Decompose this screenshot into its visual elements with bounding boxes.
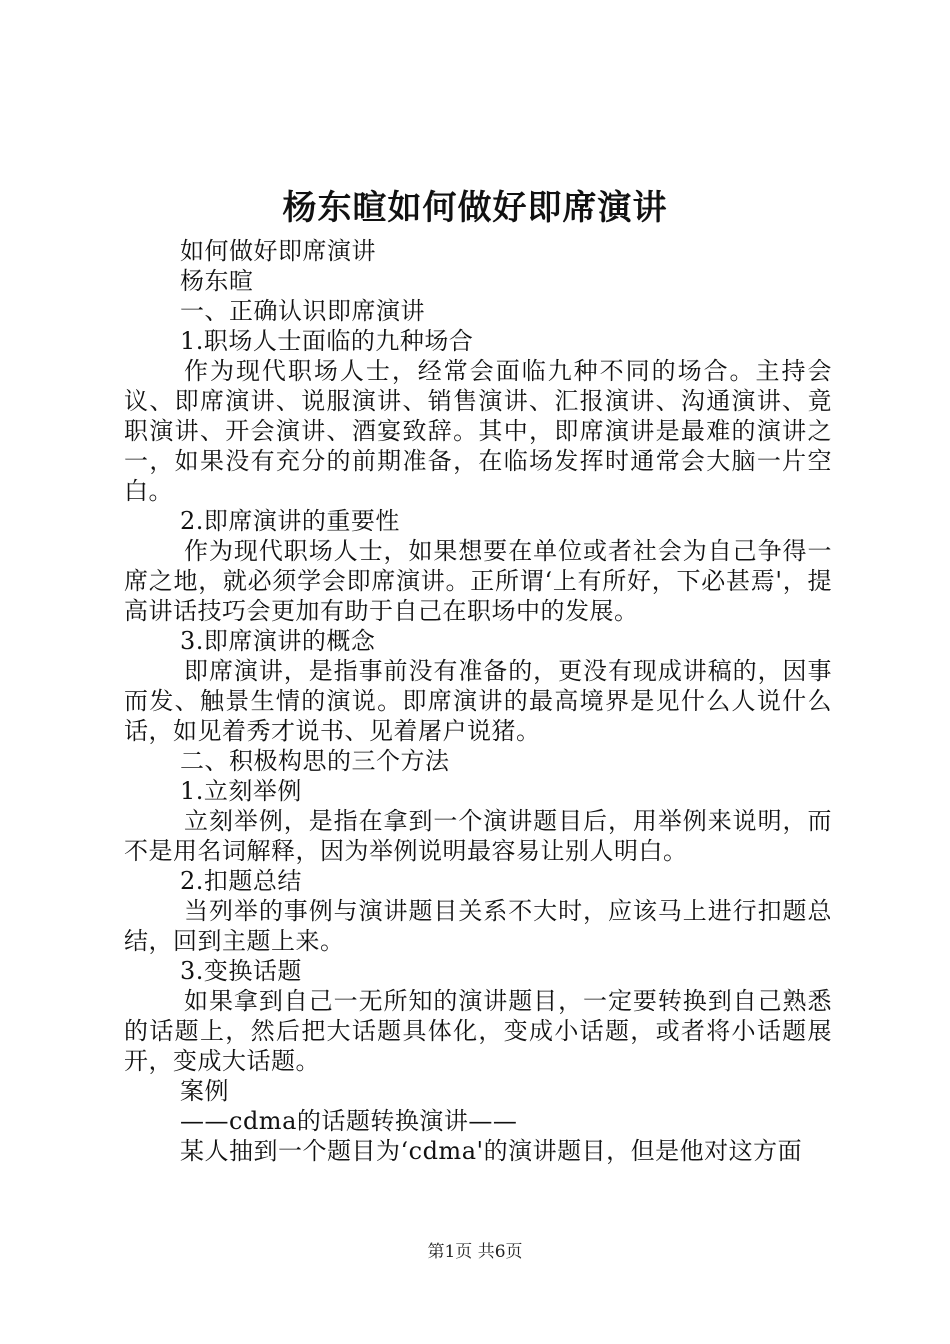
body-paragraph: 即席演讲，是指事前没有准备的，更没有现成讲稿的，因事而发、触景生情的演说。即席演讲的最高境界是见什么人说什么话，如见着秀才说书、见着屠户说猪。 [124, 657, 832, 745]
subsection-heading: 1.职场人士面临的九种场合 [180, 327, 474, 355]
body-paragraph: 当列举的事例与演讲题目关系不大时，应该马上进行扣题总结，回到主题上来。 [124, 897, 832, 955]
subsection-heading: 2.即席演讲的重要性 [180, 507, 400, 535]
case-title: ——cdma的话题转换演讲—— [180, 1107, 518, 1135]
document-title: 杨东暄如何做好即席演讲 [282, 188, 668, 228]
section-heading: 一、正确认识即席演讲 [180, 297, 425, 325]
subsection-heading: 3.变换话题 [180, 957, 302, 985]
subsection-heading: 2.扣题总结 [180, 867, 302, 895]
page-footer: 第1页 共6页 [427, 1242, 523, 1262]
section-heading: 二、积极构思的三个方法 [180, 747, 450, 775]
body-paragraph: 作为现代职场人士，如果想要在单位或者社会为自己争得一席之地，就必须学会即席演讲。正所谓‘上有所好，下必甚焉'，提高讲话技巧会更加有助于自己在职场中的发展。 [124, 537, 832, 625]
body-paragraph: 如果拿到自己一无所知的演讲题目，一定要转换到自己熟悉的话题上，然后把大话题具体化，变成小话题，或者将小话题展开，变成大话题。 [124, 987, 832, 1075]
subsection-heading: 3.即席演讲的概念 [180, 627, 376, 655]
body-paragraph: 立刻举例，是指在拿到一个演讲题目后，用举例来说明，而不是用名词解释，因为举例说明最容易让别人明白。 [124, 807, 832, 865]
author-line: 杨东暄 [180, 267, 254, 295]
body-paragraph: 某人抽到一个题目为‘cdma'的演讲题目，但是他对这方面 [180, 1137, 803, 1165]
document-body [124, 236, 832, 1166]
subtitle-line: 如何做好即席演讲 [180, 237, 376, 265]
subsection-heading: 1.立刻举例 [180, 777, 302, 805]
case-label: 案例 [180, 1077, 229, 1105]
body-paragraph: 作为现代职场人士，经常会面临九种不同的场合。主持会议、即席演讲、说服演讲、销售演讲、汇报演讲、沟通演讲、竟职演讲、开会演讲、酒宴致辞。其中，即席演讲是最难的演讲之一，如果没有充分的前期准备，在临场发挥时通常会大脑一片空白。 [124, 357, 832, 505]
